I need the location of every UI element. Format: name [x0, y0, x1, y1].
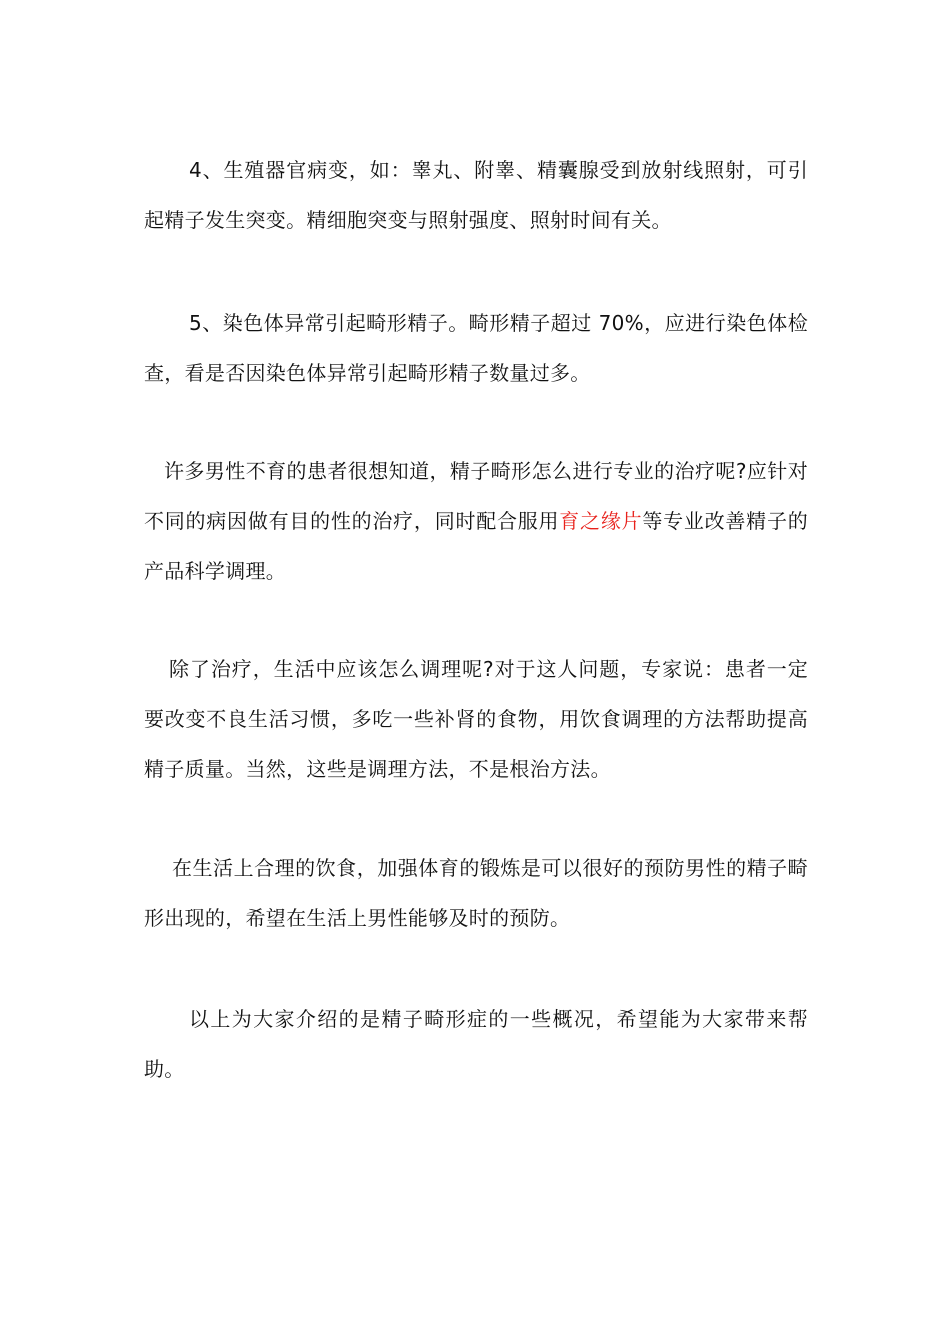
paragraph-text: 以上为大家介绍的是精子畸形症的一些概况，希望能为大家带来帮助。 [144, 1007, 808, 1081]
paragraph-text-after: 等专业改善精子的产品科学调理。 [144, 509, 809, 583]
paragraph-text: 4、生殖器官病变，如：睾丸、附睾、精囊腺受到放射线照射，可引起精子发生突变。精细胞突变与照射强度、照射时间有关。 [144, 158, 808, 232]
paragraph-text: 在生活上合理的饮食，加强体育的锻炼是可以很好的预防男性的精子畸形出现的，希望在生活上男性能够及时的预防。 [144, 856, 808, 930]
paragraph-lifestyle-conditioning [144, 644, 808, 794]
paragraph-conclusion [144, 994, 808, 1094]
paragraph-prevention [144, 843, 808, 943]
product-name-highlight: 育之缘片 [559, 509, 643, 533]
paragraph-text: 除了治疗，生活中应该怎么调理呢?对于这人问题，专家说：患者一定要改变不良生活习惯，多吃一些补肾的食物，用饮食调理的方法帮助提高精子质量。当然，这些是调理方法，不是根治方法。 [144, 657, 808, 781]
paragraph-reproductive-organ-lesions [144, 145, 808, 245]
paragraph-text: 5、染色体异常引起畸形精子。畸形精子超过 70%，应进行染色体检查，看是否因染色体异常引起畸形精子数量过多。 [144, 311, 808, 385]
paragraph-chromosome-abnormality [144, 298, 808, 398]
paragraph-treatment [144, 446, 808, 596]
paragraph-text-before: 许多男性不育的患者很想知道，精子畸形怎么进行专业的治疗呢?应针对不同的病因做有目的性的治疗，同时配合服用 [144, 459, 808, 533]
